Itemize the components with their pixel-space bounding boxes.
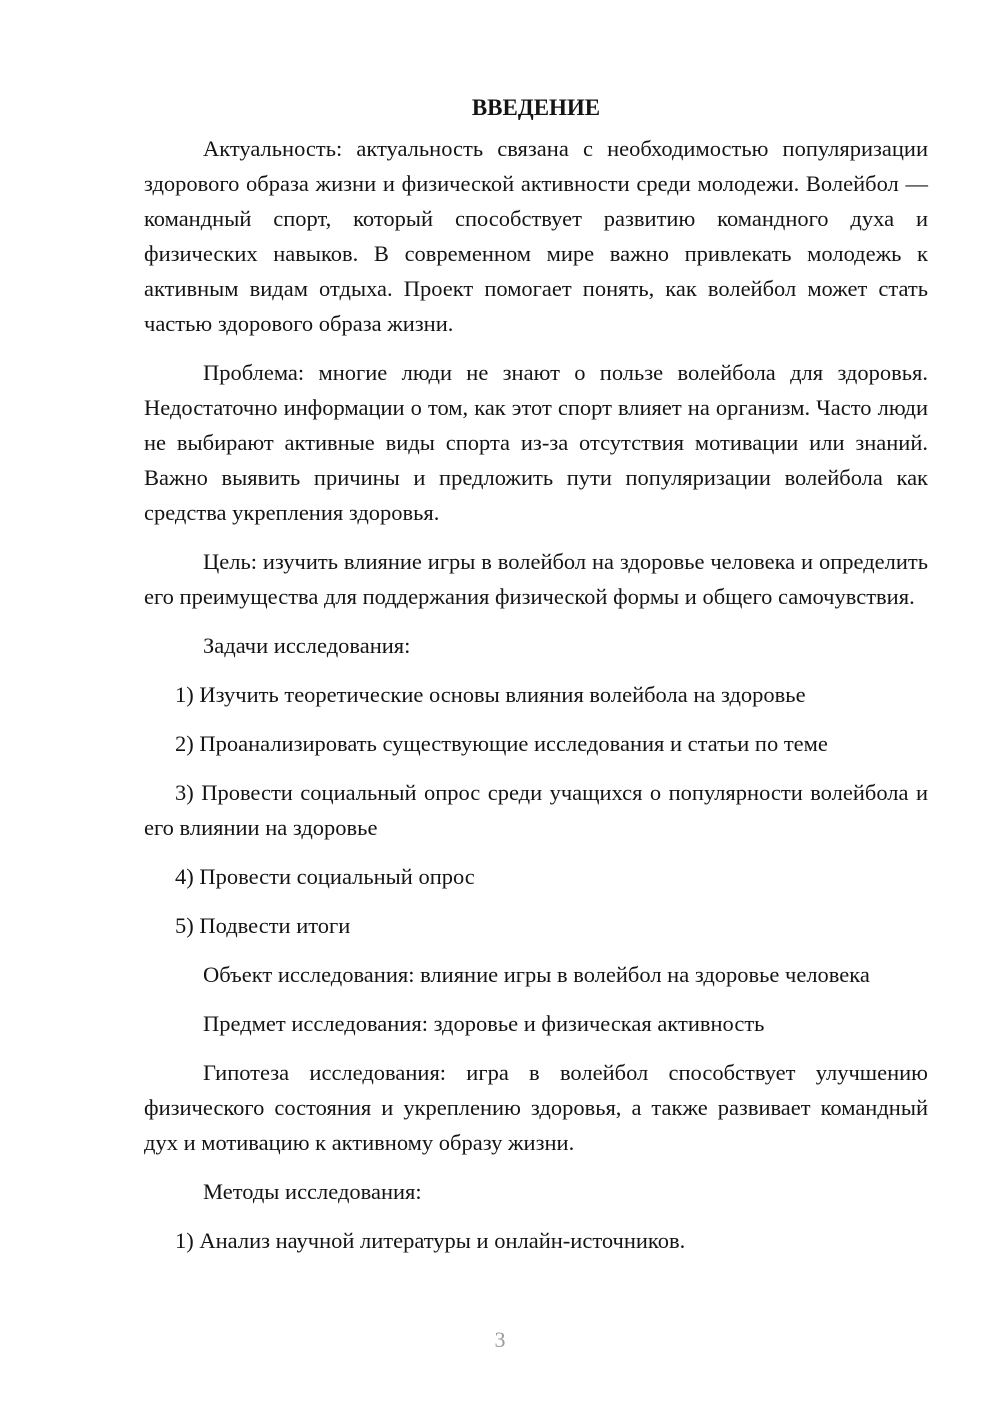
task-item: 3) Провести социальный опрос среди учащихся о популярности волейбола и его влиянии на здоровье — [144, 780, 928, 840]
task-item: 5) Подвести итоги — [175, 913, 351, 938]
relevance-paragraph: Актуальность: актуальность связана с необходимостью популяризации здорового образа жизни и физической активности среди молодежи. Волейбол — командный спорт, который способствует развитию командного духа и физических навыков. В современном мире важно привлекать молодежь к активным видам отдыха. Проект помогает понять, как волейбол может стать частью здорового образа жизни. — [144, 136, 928, 336]
section-heading: ВВЕДЕНИЕ — [471, 95, 601, 120]
method-item: 1) Анализ научной литературы и онлайн-источников. — [175, 1228, 686, 1253]
page-number: 3 — [494, 1327, 506, 1352]
goal-paragraph: Цель: изучить влияние игры в волейбол на здоровье человека и определить его преимущества для поддержания физической формы и общего самочувствия. — [144, 549, 928, 609]
subject-paragraph: Предмет исследования: здоровье и физическая активность — [203, 1011, 765, 1036]
task-item: 1) Изучить теоретические основы влияния волейбола на здоровье — [175, 682, 806, 707]
object-paragraph: Объект исследования: влияние игры в волейбол на здоровье человека — [203, 962, 870, 987]
methods-heading: Методы исследования: — [203, 1179, 422, 1204]
document-page — [144, 90, 928, 1272]
problem-paragraph: Проблема: многие люди не знают о пользе волейбола для здоровья. Недостаточно информации о том, как этот спорт влияет на организм. Часто люди не выбирают активные виды спорта из-за отсутствия мотивации или знаний. Важно выявить причины и предложить пути популяризации волейбола как средства укрепления здоровья. — [144, 360, 928, 525]
tasks-heading: Задачи исследования: — [203, 633, 411, 658]
task-item: 2) Проанализировать существующие исследования и статьи по теме — [175, 731, 828, 756]
hypothesis-paragraph: Гипотеза исследования: игра в волейбол способствует улучшению физического состояния и укреплению здоровья, а также развивает командный дух и мотивацию к активному образу жизни. — [144, 1060, 928, 1155]
task-item: 4) Провести социальный опрос — [175, 864, 475, 889]
